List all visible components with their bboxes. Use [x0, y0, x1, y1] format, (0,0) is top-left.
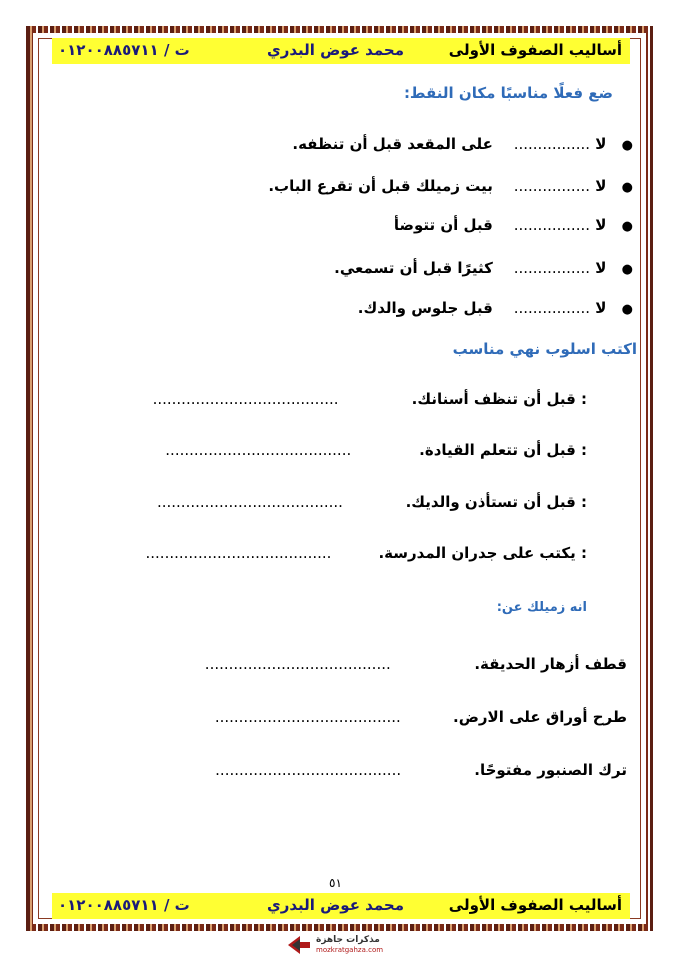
list-item	[205, 655, 627, 673]
bullet-icon: ●	[621, 262, 633, 277]
item-text: ترك الصنبور مفتوحًا.	[474, 761, 627, 779]
item-prefix: لا	[595, 135, 607, 153]
list-item	[215, 761, 627, 779]
page-inner-border	[38, 38, 641, 919]
blank-dots: ................	[513, 259, 591, 277]
logo-text: مذكرات جاهزة	[316, 935, 380, 945]
list-item	[146, 544, 588, 562]
list-item	[292, 135, 633, 153]
section1-heading: ضع فعلًا مناسبًا مكان النقط:	[403, 84, 613, 102]
list-item	[358, 299, 633, 317]
list-item	[165, 441, 587, 459]
bullet-icon: ●	[621, 180, 633, 195]
blank-dots: .......................................	[165, 441, 352, 459]
item-prefix: لا	[595, 259, 607, 277]
blank-dots: .......................................	[152, 390, 339, 408]
section2-heading: اكتب اسلوب نهي مناسب	[452, 340, 637, 358]
bullet-icon: ●	[621, 302, 633, 317]
header-banner	[52, 38, 630, 64]
list-item	[157, 493, 587, 511]
logo-url: mozkratgahza.com	[316, 946, 384, 954]
item-text: : قبل أن تتعلم القيادة.	[419, 441, 587, 459]
list-item	[394, 216, 633, 234]
item-prefix: لا	[595, 299, 607, 317]
logo-arrow-icon	[286, 934, 312, 956]
item-prefix: لا	[595, 216, 607, 234]
footer-phone: ت / ٠١٢٠٠٨٨٥٧١١	[58, 896, 190, 914]
header-author: محمد عوض البدري	[266, 41, 404, 59]
site-logo	[286, 934, 396, 956]
item-text: : قبل أن تنظف أسنانك.	[411, 390, 587, 408]
list-item	[334, 259, 633, 277]
blank-dots: .......................................	[214, 708, 401, 726]
item-text: بيت زميلك قبل أن تقرع الباب.	[268, 177, 493, 195]
item-text: : يكتب على جدران المدرسة.	[378, 544, 587, 562]
page-number: ٥١	[329, 876, 342, 890]
header-title: أساليب الصفوف الأولى	[448, 41, 622, 59]
item-text: على المقعد قبل أن تنظفه.	[292, 135, 493, 153]
list-item	[153, 390, 587, 408]
item-text: قبل أن تتوضأ	[393, 216, 493, 234]
bullet-icon: ●	[621, 219, 633, 234]
footer-author: محمد عوض البدري	[266, 896, 404, 914]
blank-dots: .......................................	[156, 493, 343, 511]
item-text: : قبل أن تستأذن والديك.	[405, 493, 587, 511]
item-text: كثيرًا قبل أن تسمعي.	[334, 259, 493, 277]
blank-dots: .......................................	[204, 655, 391, 673]
blank-dots: ................	[513, 177, 591, 195]
header-phone: ت / ٠١٢٠٠٨٨٥٧١١	[58, 41, 190, 59]
item-text: طرح أوراق على الارض.	[453, 708, 627, 726]
blank-dots: .......................................	[215, 761, 402, 779]
item-prefix: لا	[595, 177, 607, 195]
blank-dots: ................	[513, 216, 591, 234]
section3-heading: انه زميلك عن:	[496, 600, 587, 615]
blank-dots: .......................................	[145, 544, 332, 562]
list-item	[268, 177, 633, 195]
footer-banner	[52, 893, 630, 919]
list-item	[215, 708, 627, 726]
footer-title: أساليب الصفوف الأولى	[448, 896, 622, 914]
blank-dots: ................	[513, 299, 591, 317]
bullet-icon: ●	[621, 138, 633, 153]
blank-dots: ................	[513, 135, 591, 153]
item-text: قبل جلوس والدك.	[357, 299, 493, 317]
item-text: قطف أزهار الحديقة.	[474, 655, 627, 673]
